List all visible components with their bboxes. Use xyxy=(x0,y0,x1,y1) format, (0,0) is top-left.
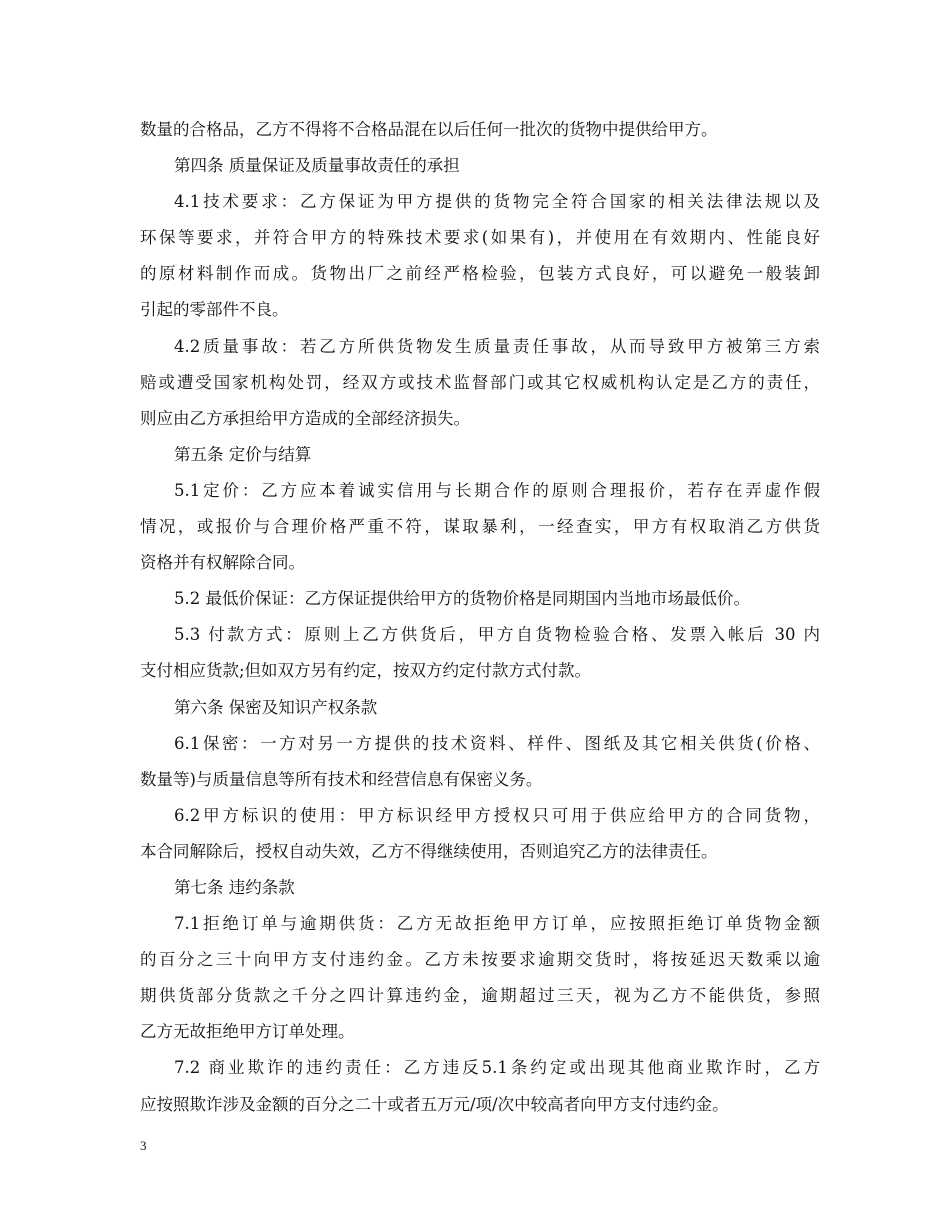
text-line: 4.2质量事故：若乙方所供货物发生质量责任事故，从而导致甲方被第三方索 xyxy=(174,336,820,356)
text-line: 乙方无故拒绝甲方订单处理。 xyxy=(140,1022,355,1042)
text-line: 6.2甲方标识的使用：甲方标识经甲方授权只可用于供应给甲方的合同货物， xyxy=(174,805,820,825)
text-line: 的百分之三十向甲方支付违约金。乙方未按要求逾期交货时，将按延迟天数乘以逾 xyxy=(140,950,820,970)
text-line: 环保等要求，并符合甲方的特殊技术要求(如果有)，并使用在有效期内、性能良好 xyxy=(140,228,820,248)
text-line: 支付相应货款;但如双方另有约定，按双方约定付款方式付款。 xyxy=(140,661,592,681)
page-number: 3 xyxy=(140,1138,147,1153)
text-line: 则应由乙方承担给甲方造成的全部经济损失。 xyxy=(140,408,470,428)
text-line: 期供货部分货款之千分之四计算违约金，逾期超过三天，视为乙方不能供货，参照 xyxy=(140,986,820,1006)
text-line: 引起的零部件不良。 xyxy=(140,300,289,320)
text-line: 资格并有权解除合同。 xyxy=(140,553,305,573)
text-line: 5.1定价：乙方应本着诚实信用与长期合作的原则合理报价，若存在弄虚作假 xyxy=(174,480,820,500)
text-line: 7.1拒绝订单与逾期供货：乙方无故拒绝甲方订单，应按照拒绝订单货物金额 xyxy=(174,914,820,934)
text-line: 4.1技术要求：乙方保证为甲方提供的货物完全符合国家的相关法律法规以及 xyxy=(174,192,820,212)
text-line: 情况，或报价与合理价格严重不符，谋取暴利，一经查实，甲方有权取消乙方供货 xyxy=(140,517,820,537)
text-line: 7.2 商业欺诈的违约责任：乙方违反5.1条约定或出现其他商业欺诈时，乙方 xyxy=(174,1058,820,1078)
document-body xyxy=(140,112,820,1123)
text-line: 赔或遭受国家机构处罚，经双方或技术监督部门或其它权威机构认定是乙方的责任， xyxy=(140,372,820,392)
text-line: 本合同解除后，授权自动失效，乙方不得继续使用，否则追究乙方的法律责任。 xyxy=(140,841,718,861)
text-line: 6.1保密：一方对另一方提供的技术资料、样件、图纸及其它相关供货(价格、 xyxy=(174,733,820,753)
text-line: 第四条 质量保证及质量事故责任的承担 xyxy=(174,156,460,176)
text-line: 第五条 定价与结算 xyxy=(174,444,312,464)
text-line: 数量等)与质量信息等所有技术和经营信息有保密义务。 xyxy=(140,769,543,789)
text-line: 应按照欺诈涉及金额的百分之二十或者五万元/项/次中较高者向甲方支付违约金。 xyxy=(140,1094,729,1114)
text-line: 数量的合格品，乙方不得将不合格品混在以后任何一批次的货物中提供给甲方。 xyxy=(140,120,718,139)
text-line: 的原材料制作而成。货物出厂之前经严格检验，包装方式良好，可以避免一般装卸 xyxy=(140,264,820,284)
text-line: 5.2 最低价保证：乙方保证提供给甲方的货物价格是同期国内当地市场最低价。 xyxy=(174,589,750,609)
text-line: 5.3 付款方式：原则上乙方供货后，甲方自货物检验合格、发票入帐后 30 内 xyxy=(174,625,820,645)
text-line: 第七条 违约条款 xyxy=(174,877,295,897)
text-line: 第六条 保密及知识产权条款 xyxy=(174,697,378,717)
